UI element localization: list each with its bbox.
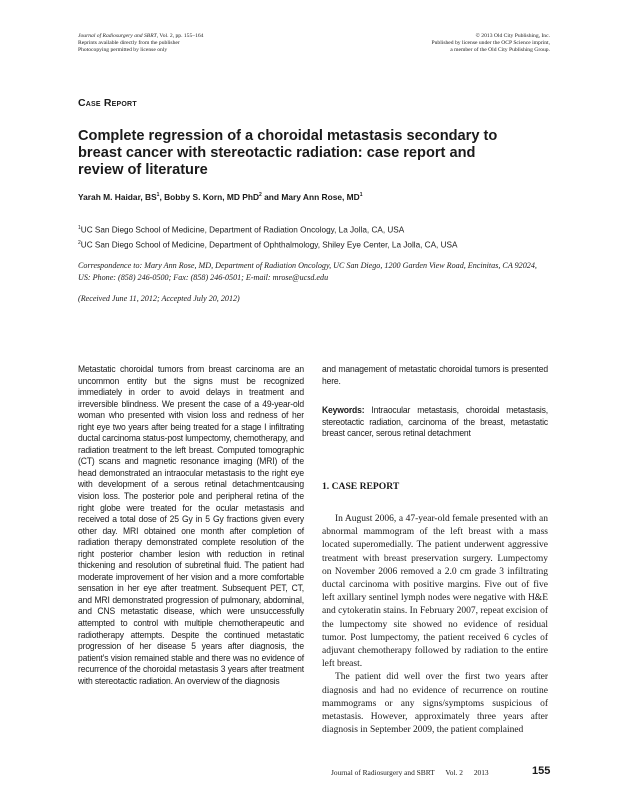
- article-title: Complete regression of a choroidal metastasis secondary to breast cancer with stereotactic radiation: case report and review of literature: [78, 128, 498, 178]
- body-text: [322, 513, 548, 737]
- received-accepted-dates: (Received June 11, 2012; Accepted July 20, 2012): [78, 294, 240, 303]
- publisher-group-line: a member of the Old City Publishing Group.: [450, 47, 550, 53]
- reprints-note: Reprints available directly from the publisher: [78, 40, 180, 46]
- running-header-left: [78, 33, 203, 54]
- affiliations: [78, 222, 457, 251]
- abstract-column-1: Metastatic choroidal tumors from breast carcinoma are an uncommon entity but the signs must be recognized immediately in order to avoid delays in treatment and irreversible blindness. We present the case of a 49-year-old woman who presented with vision loss and redness of her right eye two years after being treated for a stage I infiltrating ductal carcinoma status-post lumpectomy, chemotherapy, and radiation treatment to the left breast. Computed tomographic (CT) scans and magnetic resonance imaging (MRI) of the head demonstrated an intraocular metastasis to the right eye with development of a serous retinal detachmentcausing vision loss. The posterior pole and peripheral retina of the right globe were treated for the ocular metastasis and received a total dose of 25 Gy in 5 Gy fractions given every other day. MRI obtained one month after completion of radiation therapy demonstrated complete resolution of the right posterior chamber lesion with reduction in retinal thickening and resolution of subretinal fluid. The patient had moderate improvement of her vision and a more comfortable sensation in her eye after treatment. Subsequent PET, CT, and MRI demonstrated progression of pulmonary, abdominal, and CNS metastatic disease, which were unsuccessfully attempted to control with multiple chemotherapeutic and radiotherapy attempts. Despite the continued metastatic progression of her disease 5 years after diagnosis, the patient’s vision remained stable and there was no evidence of recurrence of the choroidal metastasis 3 years after treatment with stereotactic radiation. An overview of the diagnosis: [78, 364, 304, 686]
- footer-year: 2013: [473, 768, 489, 777]
- author-affiliation-mark: 2: [259, 192, 262, 199]
- keywords: [322, 405, 548, 440]
- page-footer: [331, 768, 498, 777]
- author-affiliation-mark: 1: [359, 192, 363, 199]
- author-name: Yarah M. Haidar, BS: [78, 192, 157, 202]
- license-line: Published by license under the OCP Science imprint,: [431, 40, 550, 46]
- body-paragraph: The patient did well over the first two years after diagnosis and had no evidence of recurrence on routine mammograms or any signs/symptoms suspicious of metastasis. However, approximately three years after diagnosis in September 2009, the patient complained: [322, 672, 548, 736]
- author-list: Yarah M. Haidar, $BS^1$, Bobby S. Korn, MD PhD$^2$ and Mary Ann Rose, $MD^1$: [78, 192, 363, 202]
- author-affiliation-mark: 1: [156, 192, 160, 199]
- section-heading: 1. CASE REPORT: [322, 481, 400, 492]
- journal-citation: Journal of Radiosurgery and SBRT, Vol. 2, pp. 155–164: [78, 33, 204, 39]
- correspondence-note: Correspondence to: Mary Ann Rose, MD, Department of Radiation Oncology, UC San Diego, 1200 Garden View Road, Encinitas, CA 92024, US: Phone: (858) 246-0500; Fax: (858) 246-0501; E-mail: mrose@ucsd.edu: [78, 261, 537, 282]
- footer-journal: Journal of Radiosurgery and SBRT: [331, 768, 435, 777]
- keywords-list: Intraocular metastasis, choroidal metastasis, stereotactic radiation, carcinoma of the breast, metastatic breast cancer, serous retinal detachment: [322, 405, 548, 439]
- page-number: 155: [532, 765, 551, 777]
- photocopying-note: Photocopying permitted by license only: [78, 47, 168, 53]
- affiliation-item: $^2$UC San Diego School of Medicine, Department of Ophthalmology, Shiley Eye Center, La Jolla, CA, USA: [78, 239, 458, 250]
- abstract-column-2: and management of metastatic choroidal tumors is presented here.: [322, 364, 548, 386]
- author-name: Mary Ann Rose, MD: [281, 192, 360, 202]
- running-header-right: [432, 33, 551, 54]
- affiliation-item: $^1$UC San Diego School of Medicine, Department of Radiation Oncology, La Jolla, CA, USA: [78, 225, 405, 235]
- body-paragraph: In August 2006, a 47-year-old female presented with an abnormal mammogram of the left breast with a mass located superomedially. The patient underwent aggressive treatment with breast preservation surgery. Lumpectomy on November 2006 removed a 2.0 cm grade 3 infiltrating ductal carcinoma with positive margins. Five out of five left axillary sentinel lymph nodes were negative with H&E and cytokeratin stains. In February 2007, repeat excision of the lumpectomy site showed no evidence of residual tumor. Post lumpectomy, the patient received 6 cycles of adjuvant chemotherapy followed by radiation to the entire left breast.: [322, 514, 548, 670]
- article-type-label: Case Report: [78, 97, 137, 109]
- copyright-line: © 2013 Old City Publishing, Inc.: [475, 33, 550, 39]
- keywords-label: Keywords:: [322, 405, 365, 415]
- footer-volume: Vol. 2: [445, 768, 463, 777]
- author-name: Bobby S. Korn, MD PhD: [164, 192, 260, 202]
